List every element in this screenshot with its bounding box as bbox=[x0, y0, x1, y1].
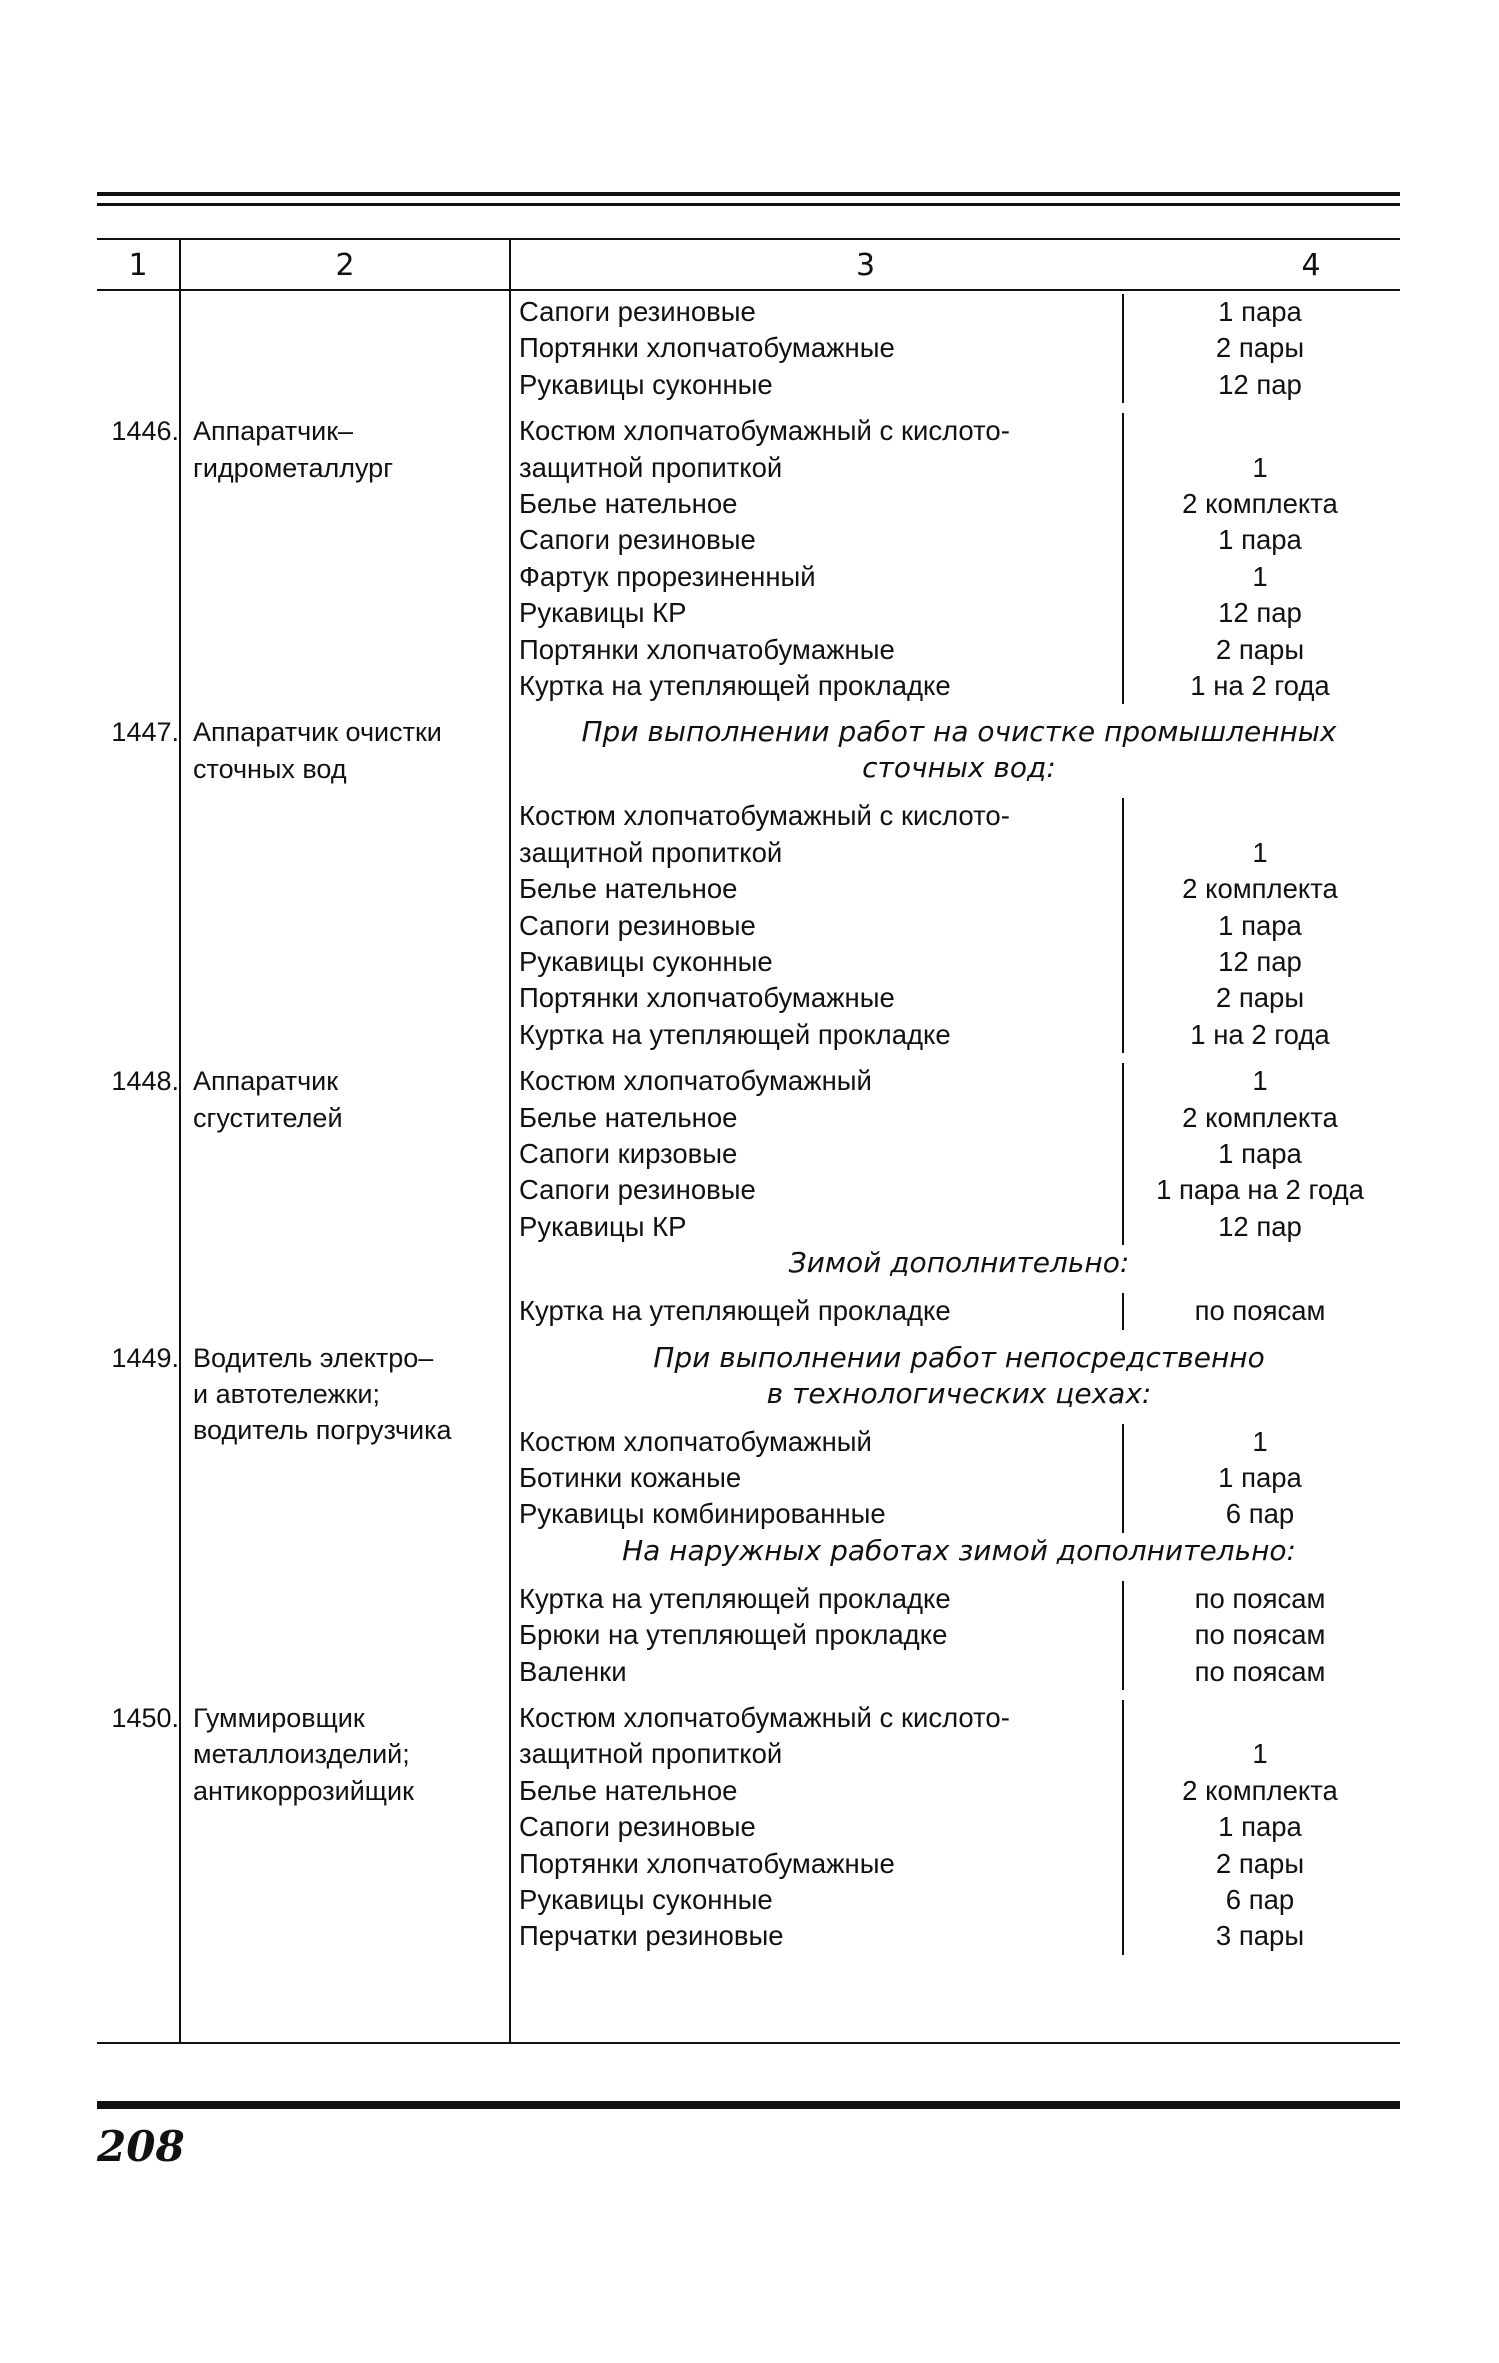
profession-line: Водитель электро– bbox=[193, 1342, 434, 1373]
clothing-item: Костюм хлопчатобумажный с кислото- bbox=[519, 800, 1010, 832]
clothing-quantity: 1 пара bbox=[1218, 1137, 1302, 1169]
entry-number: 1450. bbox=[111, 1703, 179, 1733]
clothing-item: Сапоги резиновые bbox=[519, 524, 756, 556]
clothing-item: Портянки хлопчатобумажные bbox=[519, 982, 895, 1014]
item-column bbox=[519, 1063, 1119, 1245]
clothing-item: защитной пропиткой bbox=[519, 451, 783, 483]
clothing-quantity: 6 пар bbox=[1225, 1498, 1295, 1530]
condition-note-line: При выполнении работ на очистке промышленных bbox=[581, 715, 1337, 749]
protective-clothing-table bbox=[97, 238, 1400, 2044]
condition-note bbox=[519, 1340, 1399, 1412]
clothing-quantity: 1 bbox=[1252, 560, 1268, 592]
item-column bbox=[519, 1293, 1119, 1329]
quantity-column bbox=[1122, 798, 1398, 1053]
clothing-quantity: 1 пара на 2 года bbox=[1156, 1174, 1364, 1206]
item-column bbox=[519, 294, 1119, 403]
clothing-quantity: 12 пар bbox=[1218, 597, 1302, 629]
clothing-quantity: 1 bbox=[1252, 1738, 1268, 1770]
col-divider-3-segment bbox=[1122, 294, 1124, 403]
entry-number: 1447. bbox=[111, 717, 179, 748]
clothing-quantity: 2 пары bbox=[1215, 982, 1305, 1014]
clothing-quantity: по поясам bbox=[1194, 1619, 1326, 1651]
condition-note-line: При выполнении работ непосредственно bbox=[653, 1340, 1265, 1374]
clothing-quantity: 12 пар bbox=[1218, 1210, 1302, 1242]
bottom-rule bbox=[97, 2101, 1400, 2109]
top-rule-thin bbox=[97, 203, 1400, 206]
col-divider-3-segment bbox=[1122, 1293, 1124, 1329]
col-divider-3-segment bbox=[1122, 1424, 1124, 1533]
condition-note bbox=[519, 1245, 1399, 1281]
clothing-item: защитной пропиткой bbox=[519, 836, 783, 868]
condition-note-line: Зимой дополнительно: bbox=[788, 1246, 1130, 1280]
col-divider-3-segment bbox=[1122, 1700, 1124, 1955]
profession-line: Гуммировщик bbox=[193, 1703, 365, 1733]
quantity-column bbox=[1122, 1063, 1398, 1245]
profession-line: и автотележки; bbox=[193, 1378, 380, 1409]
clothing-item: защитной пропиткой bbox=[519, 1738, 783, 1770]
clothing-item: Белье нательное bbox=[519, 487, 738, 519]
profession-name bbox=[193, 413, 513, 486]
col-divider-3-segment bbox=[1122, 1581, 1124, 1690]
item-column bbox=[519, 413, 1119, 704]
clothing-item: Рукавицы КР bbox=[519, 597, 687, 629]
clothing-item: Костюм хлопчатобумажный с кислото- bbox=[519, 1702, 1010, 1733]
profession-line: Аппаратчик очистки bbox=[193, 717, 442, 748]
profession-name bbox=[193, 1700, 513, 1809]
clothing-item: Рукавицы суконные bbox=[519, 945, 773, 977]
clothing-quantity: 1 на 2 года bbox=[1190, 1018, 1330, 1050]
clothing-item: Портянки хлопчатобумажные bbox=[519, 1847, 895, 1879]
clothing-item: Рукавицы комбинированные bbox=[519, 1498, 886, 1530]
clothing-item: Брюки на утепляющей прокладке bbox=[519, 1619, 948, 1651]
quantity-column bbox=[1122, 294, 1398, 403]
condition-note-line: сточных вод: bbox=[862, 751, 1056, 785]
clothing-item: Рукавицы суконные bbox=[519, 368, 773, 400]
clothing-item: Сапоги кирзовые bbox=[519, 1137, 738, 1169]
clothing-item: Валенки bbox=[519, 1655, 627, 1687]
condition-note-line: На наружных работах зимой дополнительно: bbox=[622, 1533, 1296, 1567]
col-divider-3-segment bbox=[1122, 798, 1124, 1053]
clothing-quantity: 2 пары bbox=[1215, 633, 1305, 665]
col-divider-3-segment bbox=[1122, 413, 1124, 704]
clothing-item: Рукавицы суконные bbox=[519, 1883, 773, 1915]
entry-number: 1446. bbox=[111, 416, 179, 447]
clothing-quantity: 1 bbox=[1252, 451, 1268, 483]
clothing-quantity: 12 пар bbox=[1218, 945, 1302, 977]
clothing-quantity: 2 пары bbox=[1215, 332, 1305, 364]
profession-line: гидрометаллург bbox=[193, 452, 394, 483]
clothing-quantity: 6 пар bbox=[1225, 1883, 1295, 1915]
item-column bbox=[519, 1581, 1119, 1690]
clothing-item: Перчатки резиновые bbox=[519, 1920, 784, 1952]
profession-line: Аппаратчик– bbox=[193, 416, 354, 447]
profession-line: сгустителей bbox=[193, 1102, 343, 1133]
clothing-item: Фартук прорезиненный bbox=[519, 560, 816, 592]
clothing-item: Сапоги резиновые bbox=[519, 1811, 756, 1843]
clothing-quantity: 2 комплекта bbox=[1182, 487, 1338, 519]
quantity-column bbox=[1122, 413, 1398, 704]
header-col-3: 3 bbox=[855, 248, 876, 283]
clothing-item: Куртка на утепляющей прокладке bbox=[519, 1018, 951, 1050]
clothing-quantity: 1 bbox=[1252, 1425, 1268, 1457]
clothing-item: Рукавицы КР bbox=[519, 1210, 687, 1242]
profession-line: металлоизделий; bbox=[193, 1739, 410, 1770]
profession-line: Аппаратчик bbox=[193, 1066, 339, 1097]
clothing-quantity: 12 пар bbox=[1218, 368, 1302, 400]
clothing-item: Белье нательное bbox=[519, 1101, 738, 1133]
item-column bbox=[519, 1424, 1119, 1533]
profession-name bbox=[193, 1340, 513, 1449]
clothing-quantity: по поясам bbox=[1194, 1295, 1326, 1327]
item-column bbox=[519, 1700, 1119, 1955]
clothing-item: Белье нательное bbox=[519, 873, 738, 905]
clothing-quantity: по поясам bbox=[1194, 1655, 1326, 1687]
clothing-quantity: 2 комплекта bbox=[1182, 1774, 1338, 1806]
col-divider-3-segment bbox=[1122, 1063, 1124, 1245]
quantity-column bbox=[1122, 1700, 1398, 1955]
clothing-item: Портянки хлопчатобумажные bbox=[519, 633, 895, 665]
clothing-quantity: 1 пара bbox=[1218, 296, 1302, 327]
clothing-item: Сапоги резиновые bbox=[519, 296, 756, 327]
profession-line: сточных вод bbox=[193, 753, 347, 784]
clothing-quantity: 3 пары bbox=[1215, 1920, 1305, 1952]
condition-note bbox=[519, 1533, 1399, 1569]
quantity-column bbox=[1122, 1293, 1398, 1329]
header-col-2: 2 bbox=[335, 248, 355, 283]
clothing-quantity bbox=[1122, 1700, 1398, 1736]
entry-number: 1448. bbox=[111, 1066, 179, 1097]
clothing-item: Портянки хлопчатобумажные bbox=[519, 332, 895, 364]
col-divider-1 bbox=[179, 240, 181, 2042]
clothing-item: Костюм хлопчатобумажный bbox=[519, 1425, 872, 1457]
clothing-quantity: 2 пары bbox=[1215, 1847, 1305, 1879]
clothing-item: Белье нательное bbox=[519, 1774, 738, 1806]
quantity-column bbox=[1122, 1581, 1398, 1690]
clothing-quantity: 1 bbox=[1252, 1065, 1268, 1097]
clothing-item: Куртка на утепляющей прокладке bbox=[519, 669, 951, 701]
clothing-quantity: 1 bbox=[1252, 836, 1268, 868]
header-divider bbox=[97, 289, 1400, 291]
top-rule bbox=[97, 192, 1400, 196]
profession-line: водитель погрузчика bbox=[193, 1415, 452, 1446]
header-col-1: 1 bbox=[128, 248, 148, 283]
condition-note-line: в технологических цехах: bbox=[766, 1376, 1152, 1410]
entry-number: 1449. bbox=[111, 1342, 179, 1373]
clothing-quantity bbox=[1122, 413, 1398, 449]
clothing-quantity: 1 на 2 года bbox=[1190, 669, 1330, 701]
clothing-quantity: по поясам bbox=[1194, 1582, 1326, 1614]
page-number: 208 bbox=[97, 2122, 185, 2171]
header-col-4: 4 bbox=[1301, 248, 1321, 283]
clothing-item: Сапоги резиновые bbox=[519, 909, 756, 941]
clothing-item: Ботинки кожаные bbox=[519, 1461, 742, 1493]
clothing-quantity: 2 комплекта bbox=[1182, 873, 1338, 905]
clothing-item: Костюм хлопчатобумажный с кислото- bbox=[519, 415, 1010, 447]
item-column bbox=[519, 798, 1119, 1053]
clothing-item: Куртка на утепляющей прокладке bbox=[519, 1295, 951, 1327]
clothing-quantity: 1 пара bbox=[1218, 1461, 1302, 1493]
profession-name bbox=[193, 714, 513, 787]
clothing-item: Куртка на утепляющей прокладке bbox=[519, 1582, 951, 1614]
clothing-item: Костюм хлопчатобумажный bbox=[519, 1065, 872, 1097]
profession-name bbox=[193, 1063, 513, 1136]
clothing-quantity bbox=[1122, 798, 1398, 834]
clothing-quantity: 1 пара bbox=[1218, 1811, 1302, 1843]
clothing-item: Сапоги резиновые bbox=[519, 1174, 756, 1206]
quantity-column bbox=[1122, 1424, 1398, 1533]
clothing-quantity: 1 пара bbox=[1218, 524, 1302, 556]
clothing-quantity: 1 пара bbox=[1218, 909, 1302, 941]
profession-line: антикоррозийщик bbox=[193, 1775, 414, 1806]
clothing-quantity: 2 комплекта bbox=[1182, 1101, 1338, 1133]
condition-note bbox=[519, 714, 1399, 786]
